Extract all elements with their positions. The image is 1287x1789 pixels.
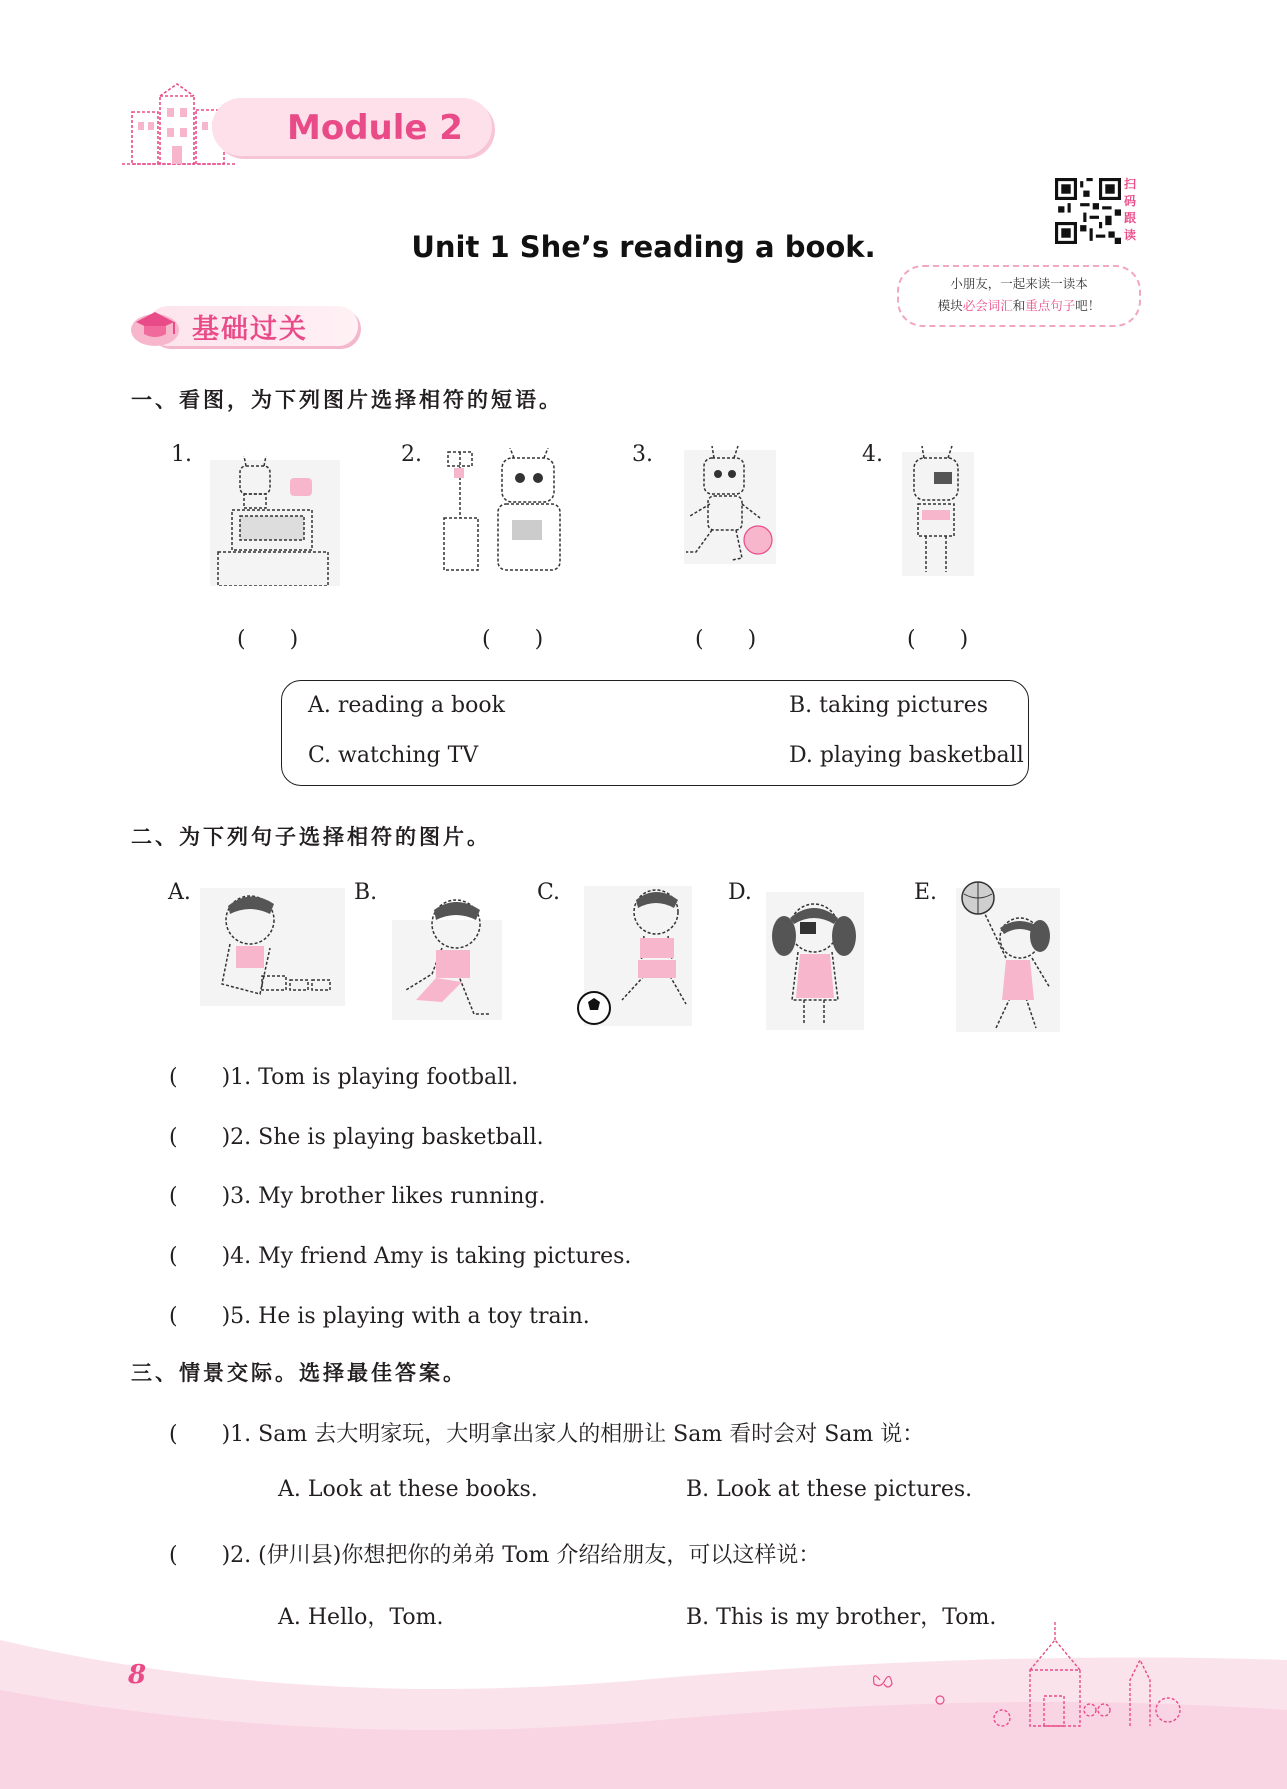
part2-question-1[interactable]: ( )1. Tom is playing football. xyxy=(169,1065,519,1090)
part3-heading: 三、情景交际。选择最佳答案。 xyxy=(131,1361,467,1385)
part3-question-2[interactable]: ( )2. (伊川县)你想把你的弟弟 Tom 介绍给朋友，可以这样说： xyxy=(169,1543,821,1568)
bubble-line-1: 小朋友，一起来读一读本 xyxy=(950,276,1088,291)
part3-q2-option-b[interactable]: B. This is my brother，Tom. xyxy=(686,1605,997,1630)
boy-running-icon xyxy=(392,890,502,1025)
part2-question-2[interactable]: ( )2. She is playing basketball. xyxy=(169,1125,544,1150)
option-b: B. taking pictures xyxy=(789,693,988,718)
option-d: D. playing basketball xyxy=(789,743,1024,768)
option-a: A. reading a book xyxy=(308,693,505,718)
bubble-highlight-sentences: 重点句子 xyxy=(1025,298,1076,313)
part2-letter: E. xyxy=(914,880,938,905)
part2-question-3[interactable]: ( )3. My brother likes running. xyxy=(169,1184,546,1209)
robot-taking-pictures-icon xyxy=(898,442,978,582)
footer-wave xyxy=(0,1600,1287,1789)
robot-reading-book-icon xyxy=(440,448,580,573)
part3-q2-option-a[interactable]: A. Hello，Tom. xyxy=(278,1605,444,1630)
basics-banner xyxy=(128,300,358,350)
part2-letter: B. xyxy=(354,880,378,905)
bubble-text: 和 xyxy=(1012,298,1026,313)
bubble-line-2 xyxy=(899,295,1139,317)
page-number: 8 xyxy=(128,1660,147,1690)
qr-label: 扫码跟读 xyxy=(1124,177,1137,242)
part1-number: 1. xyxy=(171,442,192,467)
option-c: C. watching TV xyxy=(308,743,479,768)
robot-watching-tv-icon xyxy=(210,448,340,586)
part1-answer-blank[interactable]: ( ) xyxy=(482,627,544,652)
boy-playing-football-icon xyxy=(574,880,702,1030)
girl-playing-basketball-icon xyxy=(954,878,1064,1038)
part1-number: 2. xyxy=(401,442,422,467)
part1-heading: 一、看图，为下列图片选择相符的短语。 xyxy=(131,388,563,412)
module-label: Module 2 xyxy=(287,108,463,148)
part1-answer-blank[interactable]: ( ) xyxy=(907,627,969,652)
part2-letter: A. xyxy=(168,880,191,905)
boy-playing-toy-train-icon xyxy=(200,884,345,1009)
part1-number: 3. xyxy=(632,442,653,467)
qr-code-icon[interactable] xyxy=(1055,178,1121,244)
part3-question-1[interactable]: ( )1. Sam 去大明家玩，大明拿出家人的相册让 Sam 看时会对 Sam 说： xyxy=(169,1422,925,1447)
girl-taking-pictures-icon xyxy=(762,888,868,1034)
part2-question-4[interactable]: ( )4. My friend Amy is taking pictures. xyxy=(169,1244,632,1269)
bubble-text: 模块 xyxy=(937,298,963,313)
robot-playing-basketball-icon xyxy=(676,442,788,572)
part1-answer-blank[interactable]: ( ) xyxy=(237,627,299,652)
part3-q1-option-b[interactable]: B. Look at these pictures. xyxy=(686,1477,973,1502)
part1-number: 4. xyxy=(862,442,883,467)
speech-bubble xyxy=(897,265,1141,327)
bubble-text: 吧！ xyxy=(1075,298,1101,313)
part3-q1-option-a[interactable]: A. Look at these books. xyxy=(278,1477,538,1502)
part2-letter: D. xyxy=(728,880,752,905)
phrase-options-box xyxy=(281,680,1029,786)
unit-title: Unit 1 She’s reading a book. xyxy=(411,230,876,264)
graduation-cap-icon xyxy=(128,300,182,350)
module-banner xyxy=(112,82,492,172)
part2-letter: C. xyxy=(537,880,561,905)
part1-answer-blank[interactable]: ( ) xyxy=(695,627,757,652)
part2-question-5[interactable]: ( )5. He is playing with a toy train. xyxy=(169,1304,590,1329)
part2-heading: 二、为下列句子选择相符的图片。 xyxy=(131,825,491,849)
basics-banner-label: 基础过关 xyxy=(192,314,308,345)
bubble-highlight-vocab: 必会词汇 xyxy=(962,298,1013,313)
